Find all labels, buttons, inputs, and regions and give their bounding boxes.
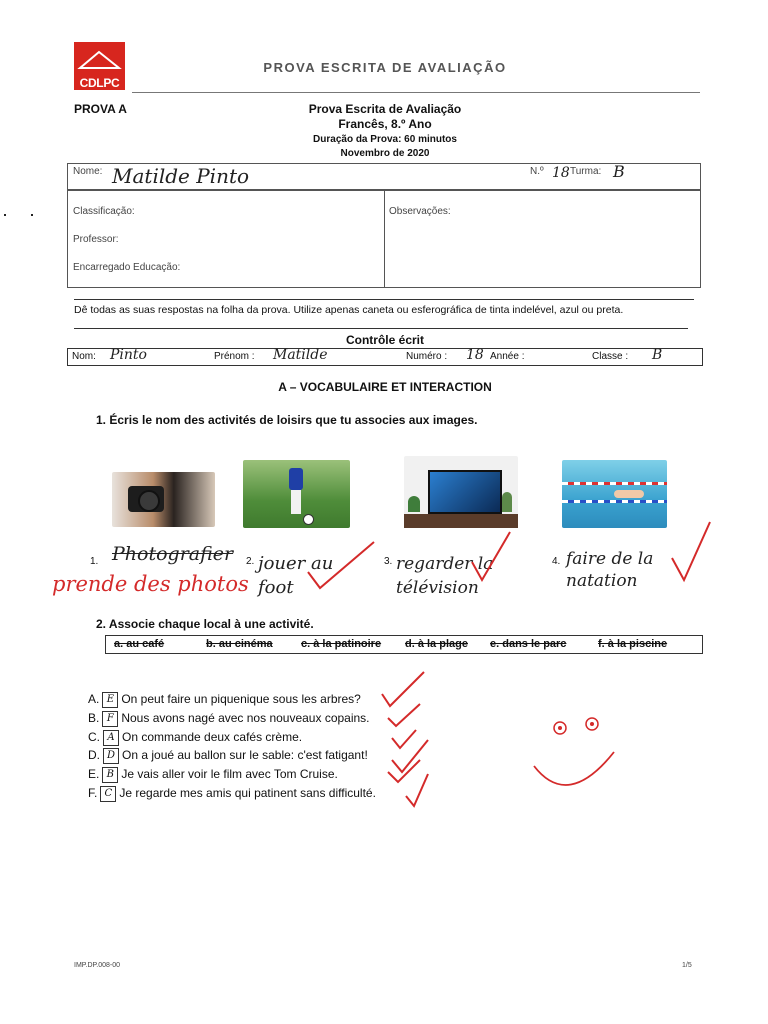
image-football <box>243 460 350 528</box>
answer-3-text[interactable]: regarder la télévision <box>396 554 494 598</box>
exam-date: Novembro de 2020 <box>340 148 430 159</box>
option-a: a. au café <box>114 638 165 650</box>
stray-mark <box>4 214 6 216</box>
answer-2-number: 2. <box>246 556 255 567</box>
encarregado-label: Encarregado Educação: <box>73 262 181 273</box>
options-row <box>105 635 703 654</box>
match-answer-box[interactable]: E <box>102 692 118 708</box>
exam-duration: Duração da Prova: 60 minutos <box>313 134 457 145</box>
observations-box <box>384 190 701 288</box>
instructions-rule-bottom <box>74 328 688 329</box>
classificacao-label: Classificação: <box>73 206 135 217</box>
classe-value[interactable]: B <box>652 347 663 363</box>
match-item-f: F. C Je regarde mes amis qui patinent sans difficulté. <box>88 786 376 801</box>
answer-3-number: 3. <box>384 556 393 567</box>
footer-code: IMP.DP.008-00 <box>74 962 121 969</box>
match-item-c: C. A On commande deux cafés crème. <box>88 730 303 745</box>
question-1: 1. Écris le nom des activités de loisirs que tu associes aux images. <box>96 413 478 427</box>
answer-4-text[interactable]: faire de la natation <box>566 549 654 591</box>
name-value[interactable]: Matilde Pinto <box>112 164 250 188</box>
match-answer-box[interactable]: F <box>102 711 118 727</box>
match-item-e: E. B Je vais aller voir le film avec Tom Cruise. <box>88 767 338 782</box>
option-b: b. au cinéma <box>206 638 273 650</box>
prenom-label: Prénom : <box>214 351 255 362</box>
observacoes-label: Observações: <box>389 206 451 217</box>
image-television <box>404 456 518 528</box>
check-mark-icon <box>300 536 380 596</box>
class-value[interactable]: B <box>613 162 625 181</box>
question-2: 2. Associe chaque local à une activité. <box>96 617 314 631</box>
answer-1-number: 1. <box>90 556 99 567</box>
annee-label: Année : <box>490 351 525 362</box>
name-label: Nome: <box>73 166 103 177</box>
option-f: f. à la piscine <box>598 638 668 650</box>
match-answer-box[interactable]: B <box>102 767 118 783</box>
option-c: c. à la patinoire <box>301 638 382 650</box>
professor-label: Professor: <box>73 234 119 245</box>
answer-1-correction: prende des photos <box>52 572 249 596</box>
logo-mark-icon <box>74 48 125 72</box>
smiley-face-icon <box>530 712 620 798</box>
match-item-d: D. D On a joué au ballon sur le sable: c'est fatigant! <box>88 748 368 763</box>
image-swimming <box>562 460 667 528</box>
nom-label: Nom: <box>72 351 96 362</box>
numero-value[interactable]: 18 <box>466 347 484 363</box>
header-divider <box>132 92 700 93</box>
match-answer-box[interactable]: A <box>103 730 119 746</box>
check-mark-icon <box>466 528 516 588</box>
stray-mark <box>31 214 33 216</box>
answer-4-number: 4. <box>552 556 561 567</box>
header-title: PROVA ESCRITA DE AVALIAÇÃO <box>263 60 507 75</box>
match-answer-box[interactable]: C <box>100 786 116 802</box>
number-value[interactable]: 18 <box>552 165 570 181</box>
number-label: N.º <box>530 166 544 177</box>
exam-subject: Francês, 8.º Ano <box>338 117 432 131</box>
instructions-text: Dê todas as suas respostas na folha da prova. Utilize apenas caneta ou esferográfica de tinta indelével, azul ou preta. <box>74 304 624 316</box>
check-marks-icon <box>378 668 438 818</box>
controle-title: Contrôle écrit <box>345 333 424 347</box>
check-mark-icon <box>668 518 716 588</box>
option-d: d. à la plage <box>405 638 468 650</box>
answer-1-text[interactable]: Photografier <box>112 543 234 565</box>
match-answer-box[interactable]: D <box>103 748 119 764</box>
section-a-title: A – VOCABULAIRE ET INTERACTION <box>278 380 492 394</box>
nom-value[interactable]: Pinto <box>110 347 147 363</box>
match-item-a: A. E On peut faire un piquenique sous les arbres? <box>88 692 361 707</box>
numero-label: Numéro : <box>406 351 448 362</box>
footer-page: 1/5 <box>682 962 692 969</box>
logo-text: CDLPC <box>79 76 120 90</box>
image-photographer <box>112 472 215 527</box>
controle-row <box>67 348 703 366</box>
answer-2-text[interactable]: jouer au foot <box>258 553 334 598</box>
exam-title: Prova Escrita de Avaliação <box>308 102 462 116</box>
prenom-value[interactable]: Matilde <box>273 347 328 363</box>
class-label: Turma: <box>570 166 602 177</box>
option-e: e. dans le parc <box>490 638 567 650</box>
prova-label: PROVA A <box>74 102 127 116</box>
instructions-rule-top <box>74 299 694 300</box>
match-item-b: B. F Nous avons nagé avec nos nouveaux copains. <box>88 711 370 726</box>
classe-label: Classe : <box>592 351 629 362</box>
